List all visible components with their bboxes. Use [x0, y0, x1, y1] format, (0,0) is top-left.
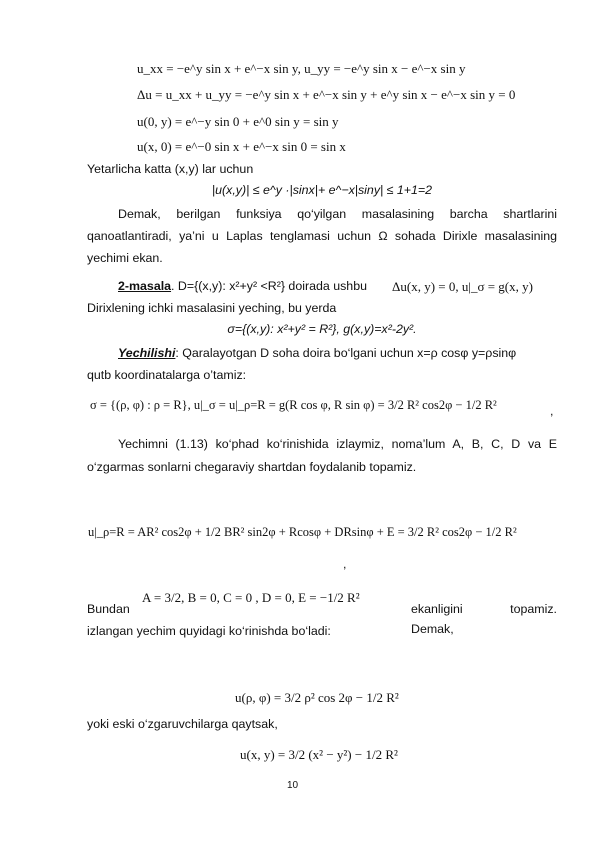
solution-polar: u(ρ, φ) = 3/2 ρ² cos 2φ − 1/2 R²	[235, 690, 399, 705]
coefficient-values: A = 3/2, B = 0, C = 0 , D = 0, E = −1/2 R²	[142, 590, 360, 605]
paragraph-dirixle: Dirixlening ichki masalasini yeching, bu yerda	[87, 301, 337, 315]
paragraph-yoki: yoki eski o‘zgaruvchilarga qaytsak,	[87, 717, 278, 731]
yechilishi-label: Yechilishi	[118, 346, 176, 360]
masala-heading	[118, 276, 388, 296]
equation-second-derivatives: u_xx = −e^y sin x + e^−x sin y, u_yy = −e^y sin x − e^−x sin y	[137, 61, 466, 76]
equation-boundary-x: u(x, 0) = e^−0 sin x + e^−x sin 0 = sin x	[137, 139, 346, 154]
sigma-definition: σ={(x,y): x²+y² = R²}, g(x,y)=x²-2y².	[227, 322, 417, 336]
ekanligini-text: ekanligini topamiz. Demak,	[411, 602, 557, 636]
yechilishi-text: : Qaralayotgan D soha doira bo‘lgani uchun x=ρ cosφ y=ρsinφ	[175, 346, 517, 360]
masala-equation: Δu(x, y) = 0, u|_σ = g(x, y)	[392, 279, 533, 294]
paragraph-demak-3: yechimi ekan.	[87, 251, 163, 265]
paragraph-yetarlicha: Yetarlicha katta (x,y) lar uchun	[87, 162, 254, 176]
bundan-label: Bundan	[87, 602, 130, 616]
boundary-polynomial-equation: u|_ρ=R = AR² cos2φ + 1/2 BR² sin2φ + Rcosφ + DRsinφ + E = 3/2 R² cos2φ − 1/2 R²	[88, 525, 517, 539]
masala-label: 2-masala	[118, 279, 172, 293]
solution-cartesian: u(x, y) = 3/2 (x² − y²) − 1/2 R²	[240, 747, 398, 762]
yechilishi-heading	[118, 343, 557, 363]
paragraph-izlangan: izlangan yechim quyidagi ko‘rinishda bo‘ladi:	[87, 624, 331, 638]
equation-boundary-y: u(0, y) = e^−y sin 0 + e^0 sin y = sin y	[137, 114, 339, 129]
paragraph-qutb: qutb koordinatalarga o’tamiz:	[87, 368, 247, 382]
polar-eq-comma: ,	[550, 404, 554, 418]
masala-text: . D={(x,y): x²+y² <R²} doirada ushbu	[171, 279, 367, 293]
page-number: 10	[287, 780, 299, 791]
paragraph-demak-2: qanoatlantiradi, ya’ni u Laplas tenglamasi uchun Ω sohada Dirixle masalasining	[87, 229, 557, 243]
equation-laplacian: Δu = u_xx + u_yy = −e^y sin x + e^−x sin y + e^y sin x − e^−x sin y = 0	[137, 87, 516, 102]
bound-inequality: |u(x,y)| ≤ e^y ·|sinx|+ e^−x|siny| ≤ 1+1=2	[211, 183, 433, 197]
paragraph-demak-1: Demak, berilgan funksiya qo‘yilgan masalasining barcha shartlarini	[118, 207, 557, 221]
polar-boundary-equation: σ = {(ρ, φ) : ρ = R}, u|_σ = u|_ρ=R = g(R cos φ, R sin φ) = 3/2 R² cos2φ − 1/2 R²	[90, 398, 497, 412]
boundary-eq-comma: ,	[343, 557, 347, 571]
paragraph-yechim-1: Yechimni (1.13) ko‘phad ko‘rinishida izlaymiz, noma’lum A, B, C, D va E	[118, 437, 557, 451]
paragraph-yechim-2: o‘zgarmas sonlarni chegaraviy shartdan foydalanib topamiz.	[87, 460, 417, 474]
